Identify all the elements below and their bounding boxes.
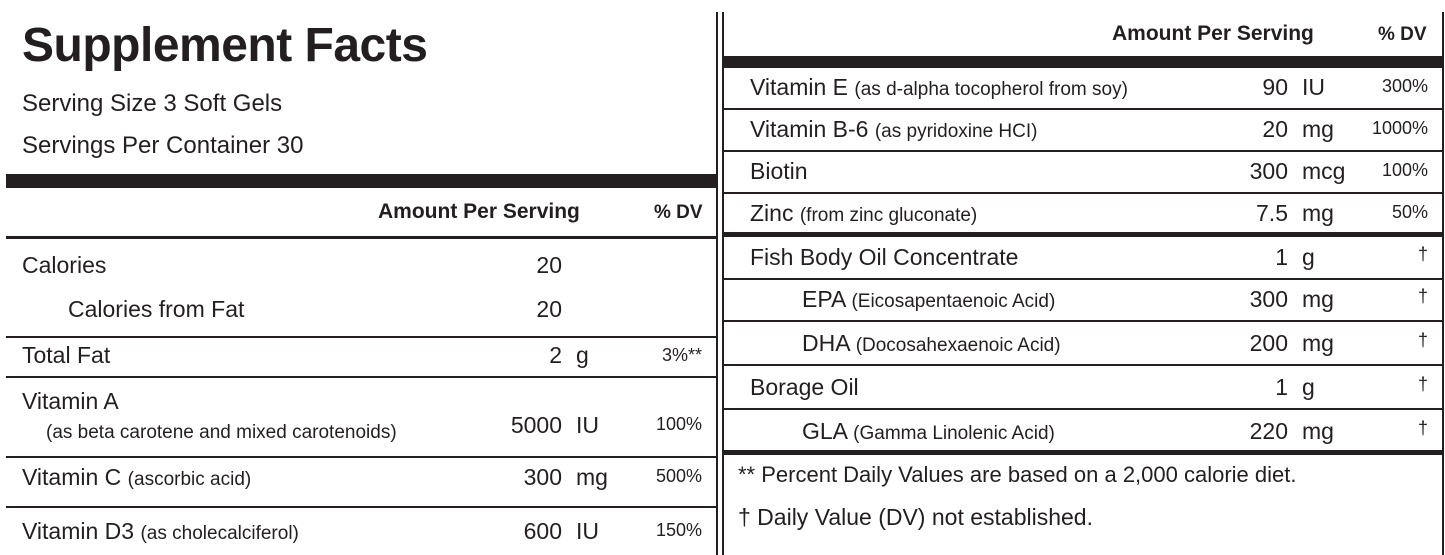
nutrient-detail: (ascorbic acid) [127,469,252,490]
nutrient-name [802,418,1055,445]
row-divider [724,364,1442,366]
nutrient-detail: (as beta carotene and mixed carotenoids) [46,422,397,443]
section-divider [724,232,1442,237]
nutrient-name [750,200,977,227]
nutrient-label: EPA [802,286,846,312]
row-divider [6,456,716,458]
section-divider [724,450,1442,455]
amount-per-serving-header: Amount Per Serving [378,200,580,223]
nutrient-name [802,286,1055,313]
nutrient-unit: mg [1302,286,1334,312]
nutrient-dv: 300% [1381,76,1428,96]
footnote-percent-dv: ** Percent Daily Values are based on a 2,000 calorie diet. [738,462,1297,487]
dv-header: % DV [654,202,703,223]
nutrient-unit: g [576,342,589,368]
nutrient-detail: (as cholecalciferol) [140,523,299,544]
nutrient-dv: † [1417,374,1428,394]
nutrient-dv: † [1417,330,1428,350]
supplement-facts-right-panel [722,12,1444,555]
nutrient-unit: IU [576,518,599,544]
nutrient-unit: mg [1302,116,1334,142]
nutrient-dv: 1000% [1371,118,1428,138]
row-divider [6,506,716,508]
nutrient-label: GLA [802,418,847,444]
nutrient-name: Fish Body Oil Concentrate [750,244,1019,270]
nutrient-dv: 100% [1381,160,1428,180]
nutrient-dv: 150% [655,520,702,540]
nutrient-dv: 100% [655,414,702,434]
nutrient-unit: mcg [1302,158,1346,184]
row-divider [724,408,1442,410]
nutrient-name: Borage Oil [750,374,859,400]
nutrient-dv: † [1417,286,1428,306]
amount-per-serving-header: Amount Per Serving [1112,22,1314,45]
nutrient-amount: 200 [1249,330,1288,356]
nutrient-name: Total Fat [22,342,111,368]
nutrient-detail: (from zinc gluconate) [799,205,978,226]
nutrient-unit: mg [1302,200,1334,226]
row-divider [724,278,1442,280]
nutrient-amount: 300 [1249,158,1288,184]
nutrient-name [750,74,1128,101]
nutrient-unit: g [1302,244,1315,270]
nutrient-dv: 50% [1391,202,1428,222]
nutrient-unit: mg [576,464,608,490]
nutrient-amount: 20 [536,296,562,322]
nutrient-dv: † [1417,418,1428,438]
nutrient-dv: 3%** [661,345,702,365]
nutrient-detail: (as pyridoxine HCI) [874,121,1038,142]
nutrient-amount: 1 [1275,374,1288,400]
nutrient-dv: † [1417,244,1428,264]
nutrient-detail: (as d-alpha tocopherol from soy) [854,79,1128,100]
nutrient-label: Vitamin D3 [22,518,135,544]
header-divider [6,236,716,239]
nutrient-name [22,518,299,545]
nutrient-label: DHA [802,330,850,356]
thick-divider [6,174,716,188]
nutrient-amount: 1 [1275,244,1288,270]
nutrient-dv: 500% [655,466,702,486]
supplement-facts-left-panel [6,12,718,555]
nutrient-detail: (Gamma Linolenic Acid) [853,423,1055,444]
nutrient-amount: 300 [1249,286,1288,312]
nutrient-amount: 5000 [510,412,562,438]
nutrient-unit: g [1302,374,1315,400]
nutrient-name: Calories from Fat [68,296,245,322]
footnote-dv-not-established: † Daily Value (DV) not established. [738,504,1093,530]
row-divider [724,150,1442,152]
nutrient-name [750,116,1037,143]
row-divider [6,336,716,338]
row-divider [724,108,1442,110]
nutrient-label: Vitamin C [22,464,122,490]
row-divider [724,320,1442,322]
nutrient-amount: 600 [523,518,562,544]
nutrient-label: Vitamin B-6 [750,116,869,142]
nutrient-amount: 20 [536,252,562,278]
page-title: Supplement Facts [22,19,428,72]
nutrient-detail: (Docosahexaenoic Acid) [855,335,1061,356]
row-divider [6,376,716,378]
dv-header: % DV [1378,24,1427,45]
nutrient-amount: 300 [523,464,562,490]
nutrient-amount: 7.5 [1256,200,1288,226]
servings-per-container: Servings Per Container 30 [22,132,304,159]
nutrient-unit: mg [1302,418,1334,444]
nutrient-amount: 2 [549,342,562,368]
thick-divider [724,56,1442,68]
nutrient-unit: IU [1302,74,1325,100]
nutrient-label: Vitamin E [750,74,849,100]
nutrient-name: Calories [22,252,107,278]
serving-size: Serving Size 3 Soft Gels [22,90,283,117]
nutrient-amount: 20 [1262,116,1288,142]
nutrient-name [802,330,1061,357]
nutrient-label: Zinc [750,200,794,226]
nutrient-unit: IU [576,412,599,438]
nutrient-name: Vitamin A [22,388,119,414]
nutrient-detail: (Eicosapentaenoic Acid) [851,291,1056,312]
nutrient-amount: 90 [1262,74,1288,100]
nutrient-name [22,464,251,491]
nutrient-unit: mg [1302,330,1334,356]
nutrient-name: Biotin [750,158,808,184]
row-divider [724,192,1442,194]
nutrient-amount: 220 [1249,418,1288,444]
